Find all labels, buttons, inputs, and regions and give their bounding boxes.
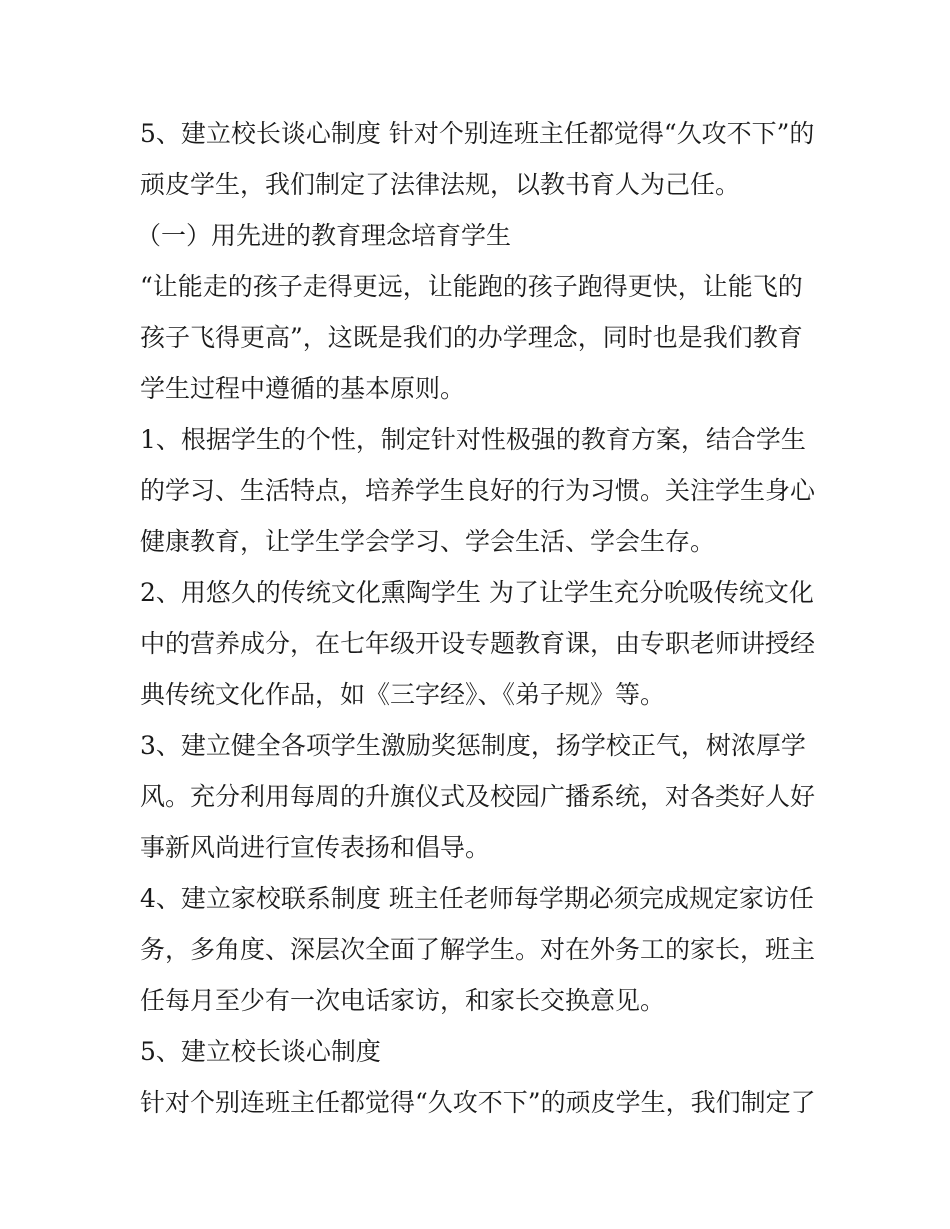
paragraph-item-1 <box>140 414 820 567</box>
text-line: 风。充分利用每周的升旗仪式及校园广播系统，对各类好人好 <box>140 782 816 811</box>
text-line: 的学习、生活特点，培养学生良好的行为习惯。关注学生身心 <box>140 476 816 505</box>
paragraph-item-4 <box>140 873 820 1026</box>
text-line: 健康教育，让学生学会学习、学会生活、学会生存。 <box>140 527 716 556</box>
text-line: 学生过程中遵循的基本原则。 <box>140 374 466 403</box>
text-line: 典传统文化作品，如《三字经》、《弟子规》等。 <box>140 680 666 709</box>
text-line: 顽皮学生，我们制定了法律法规，以教书育人为己任。 <box>140 170 741 199</box>
text-line: 5、建立校长谈心制度 针对个别连班主任都觉得“久攻不下”的 <box>140 119 815 148</box>
text-line: 5、建立校长谈心制度 <box>140 1037 381 1066</box>
text-line: 2、用悠久的传统文化熏陶学生 为了让学生充分吮吸传统文化 <box>140 578 814 607</box>
paragraph-item-2 <box>140 567 820 720</box>
text-line: “让能走的孩子走得更远，让能跑的孩子跑得更快，让能飞的 <box>140 272 803 301</box>
text-line: 事新风尚进行宣传表扬和倡导。 <box>140 833 491 862</box>
section-heading-text: （一）用先进的教育理念培育学生 <box>136 221 512 250</box>
document-body <box>136 108 820 1128</box>
text-line: 任每月至少有一次电话家访，和家长交换意见。 <box>140 986 666 1015</box>
text-line: 4、建立家校联系制度 班主任老师每学期必须完成规定家访任 <box>140 884 814 913</box>
text-line: 3、建立健全各项学生激励奖惩制度，扬学校正气，树浓厚学 <box>140 731 806 760</box>
paragraph-item-3 <box>140 720 820 873</box>
section-heading <box>136 210 820 261</box>
paragraph-item-5 <box>140 1026 820 1128</box>
text-line: 1、根据学生的个性，制定针对性极强的教育方案，结合学生 <box>140 425 806 454</box>
paragraph-philosophy <box>140 261 820 414</box>
paragraph-principal-talk-intro <box>140 108 820 210</box>
text-line: 孩子飞得更高”，这既是我们的办学理念，同时也是我们教育 <box>140 323 803 352</box>
text-line: 中的营养成分，在七年级开设专题教育课，由专职老师讲授经 <box>140 629 816 658</box>
text-line: 针对个别连班主任都觉得“久攻不下”的顽皮学生，我们制定了 <box>140 1088 816 1117</box>
text-line: 务，多角度、深层次全面了解学生。对在外务工的家长，班主 <box>140 935 816 964</box>
